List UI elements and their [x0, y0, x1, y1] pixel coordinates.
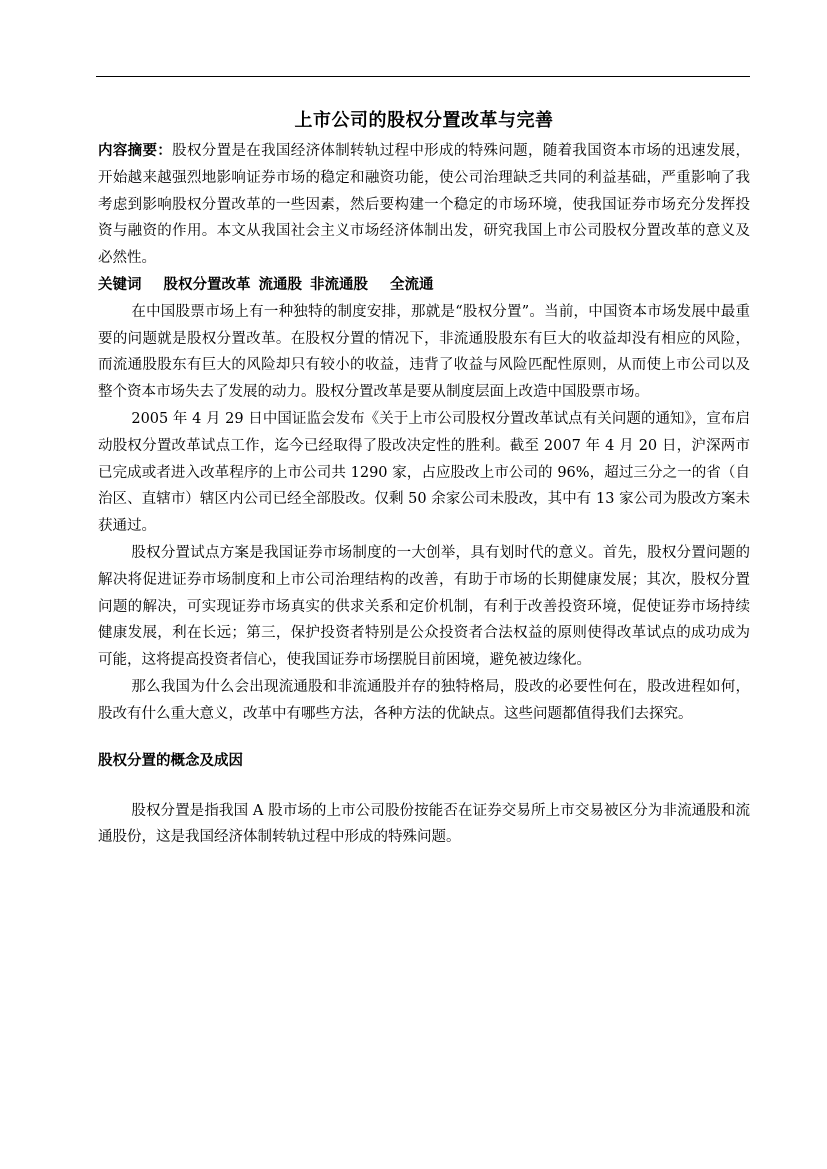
abstract-text: 股权分置是在我国经济体制转轨过程中形成的特殊问题，随着我国资本市场的迅速发展，开始越来越强烈地影响证券市场的稳定和融资功能，使公司治理缺乏共同的利益基础，严重影响了我考虑到影响股权分置改革的一些因素，然后要构建一个稳定的市场环境，使我国证券市场充分发挥投资与融资的作用。本文从我国社会主义市场经济体制出发，研究我国上市公司股权分置改革的意义及必然性。: [98, 143, 751, 267]
keyword: 股权分置改革: [163, 276, 251, 293]
header-rule: [96, 76, 750, 77]
section-paragraph: 股权分置是指我国 A 股市场的上市公司股份按能否在证券交易所上市交易被区分为非流通股和流通股份，这是我国经济体制转轨过程中形成的特殊问题。: [98, 802, 750, 846]
keywords-line: [98, 272, 750, 299]
keyword: 流通股: [258, 276, 302, 293]
document-body: [98, 104, 750, 851]
keywords-label: 关键词: [98, 276, 142, 293]
abstract: [98, 138, 750, 272]
body-paragraph: 股权分置试点方案是我国证券市场制度的一大创举，具有划时代的意义。首先，股权分置问题的解决将促进证券市场制度和上市公司治理结构的改善，有助于市场的长期健康发展；其次，股权分置问题的解决，可实现证券市场真实的供求关系和定价机制，有利于改善投资环境，促使证券市场持续健康发展，利在长远；第三，保护投资者特别是公众投资者合法权益的原则使得改革试点的成功成为可能，这将提高投资者信心，使我国证券市场摆脱目前困境，避免被边缘化。: [98, 544, 750, 669]
body-paragraph: 2005 年 4 月 29 日中国证监会发布《关于上市公司股权分置改革试点有关问题的通知》，宣布启动股权分置改革试点工作，迄今已经取得了股改决定性的胜利。截至 2007 年 4 月 20 日，沪深两市已完成或者进入改革程序的上市公司共 1290 家，占应股改上市公司的 96%，超过三分之一的省（自治区、直辖市）辖区内公司已经全部股改。仅剩 50 余家公司未股改，其中有 13 家公司为股改方案未获通过。: [98, 410, 750, 535]
keyword: 全流通: [390, 276, 434, 293]
body-paragraph: 那么我国为什么会出现流通股和非流通股并存的独特格局，股改的必要性何在，股改进程如何，股改有什么重大意义，改革中有哪些方法，各种方法的优缺点。这些问题都值得我们去探究。: [98, 678, 750, 722]
body-paragraph: 在中国股票市场上有一种独特的制度安排，那就是“股权分置”。当前，中国资本市场发展中最重要的问题就是股权分置改革。在股权分置的情况下，非流通股股东有巨大的收益却没有相应的风险，而流通股股东有巨大的风险却只有较小的收益，违背了收益与风险匹配性原则，从而使上市公司以及整个资本市场失去了发展的动力。股权分置改革是要从制度层面上改造中国股票市场。: [98, 303, 750, 401]
section-heading: 股权分置的概念及成因: [98, 752, 243, 769]
abstract-label: 内容摘要：: [98, 143, 173, 159]
document-title: 上市公司的股权分置改革与完善: [294, 110, 554, 131]
keyword: 非流通股: [310, 276, 368, 293]
